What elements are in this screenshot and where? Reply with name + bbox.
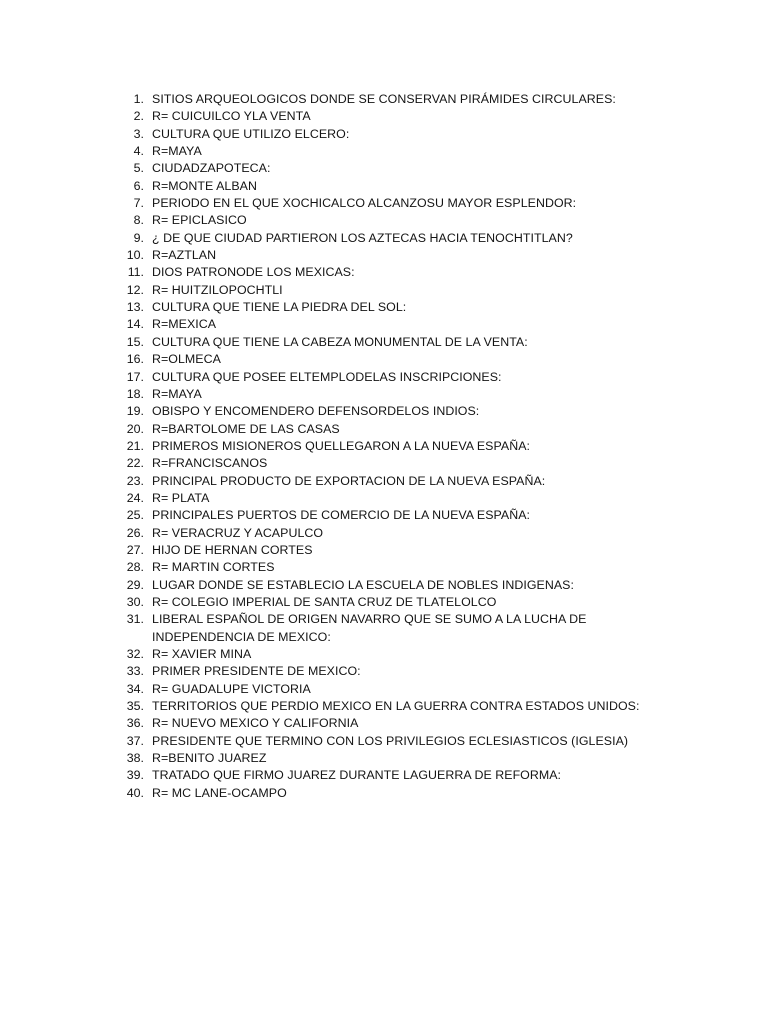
- list-item-text: PERIODO EN EL QUE XOCHICALCO ALCANZOSU MAYOR ESPLENDOR:: [152, 196, 577, 211]
- list-item-text: PRINCIPALES PUERTOS DE COMERCIO DE LA NUEVA ESPAÑA:: [152, 508, 531, 523]
- list-item: [118, 212, 678, 229]
- list-item: [118, 698, 678, 715]
- list-item-text: R=MEXICA: [152, 317, 217, 332]
- list-item-number: 31.: [126, 612, 144, 627]
- list-item: [118, 230, 678, 247]
- list-item-text: CULTURA QUE TIENE LA CABEZA MONUMENTAL DE LA VENTA:: [152, 334, 528, 349]
- list-item: [118, 351, 678, 368]
- list-item-number: 34.: [126, 681, 144, 696]
- list-item-number: 36.: [126, 716, 144, 731]
- list-item: [118, 247, 678, 264]
- list-item-text: PRESIDENTE QUE TERMINO CON LOS PRIVILEGIOS ECLESIASTICOS (IGLESIA): [152, 733, 629, 748]
- list-item-text: R= PLATA: [152, 490, 210, 505]
- list-item-text: R= CUICUILCO YLA VENTA: [152, 109, 311, 124]
- list-item-text: R= COLEGIO IMPERIAL DE SANTA CRUZ DE TLATELOLCO: [152, 594, 497, 609]
- list-item-text: R=BARTOLOME DE LAS CASAS: [152, 421, 340, 436]
- list-item: [118, 473, 678, 490]
- list-item-number: 14.: [126, 317, 144, 332]
- list-item-text: SITIOS ARQUEOLOGICOS DONDE SE CONSERVAN PIRÁMIDES CIRCULARES:: [152, 92, 616, 106]
- list-item-text: R=MONTE ALBAN: [152, 178, 257, 193]
- list-item-text: CULTURA QUE POSEE ELTEMPLODELAS INSCRIPCIONES:: [152, 369, 502, 384]
- list-item-text: LUGAR DONDE SE ESTABLECIO LA ESCUELA DE NOBLES INDIGENAS:: [152, 577, 574, 592]
- list-item-number: 7.: [133, 196, 144, 211]
- list-item: [118, 126, 678, 143]
- list-item: [118, 282, 678, 299]
- list-item: [118, 369, 678, 386]
- list-item: [118, 160, 678, 177]
- list-item-text: R= GUADALUPE VICTORIA: [152, 681, 311, 696]
- list-item-text: DIOS PATRONODE LOS MEXICAS:: [152, 265, 355, 280]
- question-answer-list: [118, 91, 678, 802]
- list-item: [118, 403, 678, 420]
- list-item-number: 33.: [126, 664, 144, 679]
- list-item: [118, 386, 678, 403]
- list-item-text: TERRITORIOS QUE PERDIO MEXICO EN LA GUERRA CONTRA ESTADOS UNIDOS:: [152, 699, 640, 714]
- list-item-text: R= XAVIER MINA: [152, 647, 252, 661]
- list-item-number: 16.: [126, 352, 144, 367]
- list-item-number: 28.: [126, 560, 144, 575]
- list-item-number: 17.: [126, 369, 144, 384]
- list-item-number: 2.: [133, 109, 144, 124]
- list-item-number: 8.: [133, 213, 144, 228]
- list-item-number: 26.: [126, 525, 144, 540]
- list-item-text: PRINCIPAL PRODUCTO DE EXPORTACION DE LA NUEVA ESPAÑA:: [152, 473, 546, 488]
- list-item-number: 23.: [126, 473, 144, 488]
- list-item-number: 38.: [126, 751, 144, 766]
- list-item: [118, 455, 678, 472]
- list-item: [118, 143, 678, 160]
- list-item: [118, 559, 678, 576]
- list-item: [118, 91, 678, 108]
- list-item-number: 12.: [126, 282, 144, 297]
- list-item: [118, 577, 678, 594]
- list-item-number: 3.: [133, 126, 144, 141]
- list-item: [118, 108, 678, 125]
- list-item: [118, 438, 678, 455]
- list-item: [118, 646, 678, 663]
- list-item: [118, 785, 678, 802]
- list-item-number: 35.: [126, 699, 144, 714]
- list-item-number: 9.: [133, 230, 144, 245]
- list-item-number: 11.: [127, 265, 144, 280]
- list-item-text: R=OLMECA: [152, 352, 221, 367]
- list-item-number: 6.: [133, 178, 144, 193]
- list-item: [118, 594, 678, 611]
- list-item: [118, 542, 678, 559]
- list-item-number: 29.: [126, 577, 144, 592]
- list-item: [118, 525, 678, 542]
- list-item: [118, 750, 678, 767]
- list-item: [118, 507, 678, 524]
- list-item-text: R= MARTIN CORTES: [152, 560, 275, 575]
- list-item-text: OBISPO Y ENCOMENDERO DEFENSORDELOS INDIOS:: [152, 404, 480, 419]
- list-item-text: R=MAYA: [152, 144, 202, 159]
- list-item-number: 4.: [133, 144, 144, 159]
- list-item: [118, 715, 678, 732]
- list-item: [118, 663, 678, 680]
- list-item-number: 5.: [133, 161, 144, 176]
- list-item-text: TRATADO QUE FIRMO JUAREZ DURANTE LAGUERRA DE REFORMA:: [152, 768, 562, 783]
- list-item-number: 19.: [126, 404, 144, 419]
- list-item-text: HIJO DE HERNAN CORTES: [152, 542, 313, 557]
- list-item-number: 22.: [126, 456, 144, 471]
- list-item: [118, 299, 678, 316]
- list-item: [118, 195, 678, 212]
- list-item-number: 10.: [126, 248, 144, 263]
- list-item-number: 25.: [126, 508, 144, 523]
- list-item-text: R= EPICLASICO: [152, 213, 247, 228]
- list-item-number: 27.: [126, 542, 144, 557]
- list-item: [118, 421, 678, 438]
- list-item-text: CULTURA QUE UTILIZO ELCERO:: [152, 126, 350, 141]
- list-item-text: ¿ DE QUE CIUDAD PARTIERON LOS AZTECAS HACIA TENOCHTITLAN?: [152, 230, 573, 245]
- list-item: [118, 681, 678, 698]
- list-item-text: R=AZTLAN: [152, 248, 217, 263]
- list-item-number: 37.: [126, 733, 144, 748]
- list-item-number: 30.: [126, 594, 144, 609]
- list-item-text: R= MC LANE-OCAMPO: [152, 785, 287, 800]
- list-item-text: R=BENITO JUAREZ: [152, 751, 267, 766]
- list-item-text: PRIMEROS MISIONEROS QUELLEGARON A LA NUEVA ESPAÑA:: [152, 438, 530, 453]
- list-item: [118, 490, 678, 507]
- list-item-text: R= NUEVO MEXICO Y CALIFORNIA: [152, 716, 359, 731]
- list-item-text: PRIMER PRESIDENTE DE MEXICO:: [152, 664, 361, 679]
- list-item-text: CULTURA QUE TIENE LA PIEDRA DEL SOL:: [152, 300, 407, 315]
- list-item-text: R= VERACRUZ Y ACAPULCO: [152, 525, 324, 540]
- list-item: [118, 178, 678, 195]
- list-item-number: 32.: [126, 647, 144, 661]
- list-item-text: R=FRANCISCANOS: [152, 456, 268, 471]
- list-item-number: 18.: [126, 386, 144, 401]
- list-item-text: R=MAYA: [152, 386, 202, 401]
- list-item: [118, 767, 678, 784]
- list-item-number: 39.: [126, 768, 144, 783]
- list-item-number: 21.: [126, 438, 144, 453]
- list-item-number: 24.: [126, 490, 144, 505]
- list-item-number: 1.: [133, 92, 144, 106]
- list-item-text: LIBERAL ESPAÑOL DE ORIGEN NAVARRO QUE SE SUMO A LA LUCHA DE INDEPENDENCIA DE MEXICO:: [152, 612, 587, 644]
- list-item: [118, 264, 678, 281]
- list-item-number: 13.: [126, 300, 144, 315]
- list-item-number: 20.: [126, 421, 144, 436]
- list-item-number: 15.: [126, 334, 144, 349]
- list-item: [118, 733, 678, 750]
- list-item: [118, 316, 678, 333]
- list-item: [118, 611, 678, 646]
- list-item: [118, 334, 678, 351]
- list-item-text: R= HUITZILOPOCHTLI: [152, 282, 283, 297]
- list-item-number: 40.: [126, 785, 144, 800]
- list-item-text: CIUDADZAPOTECA:: [152, 161, 271, 176]
